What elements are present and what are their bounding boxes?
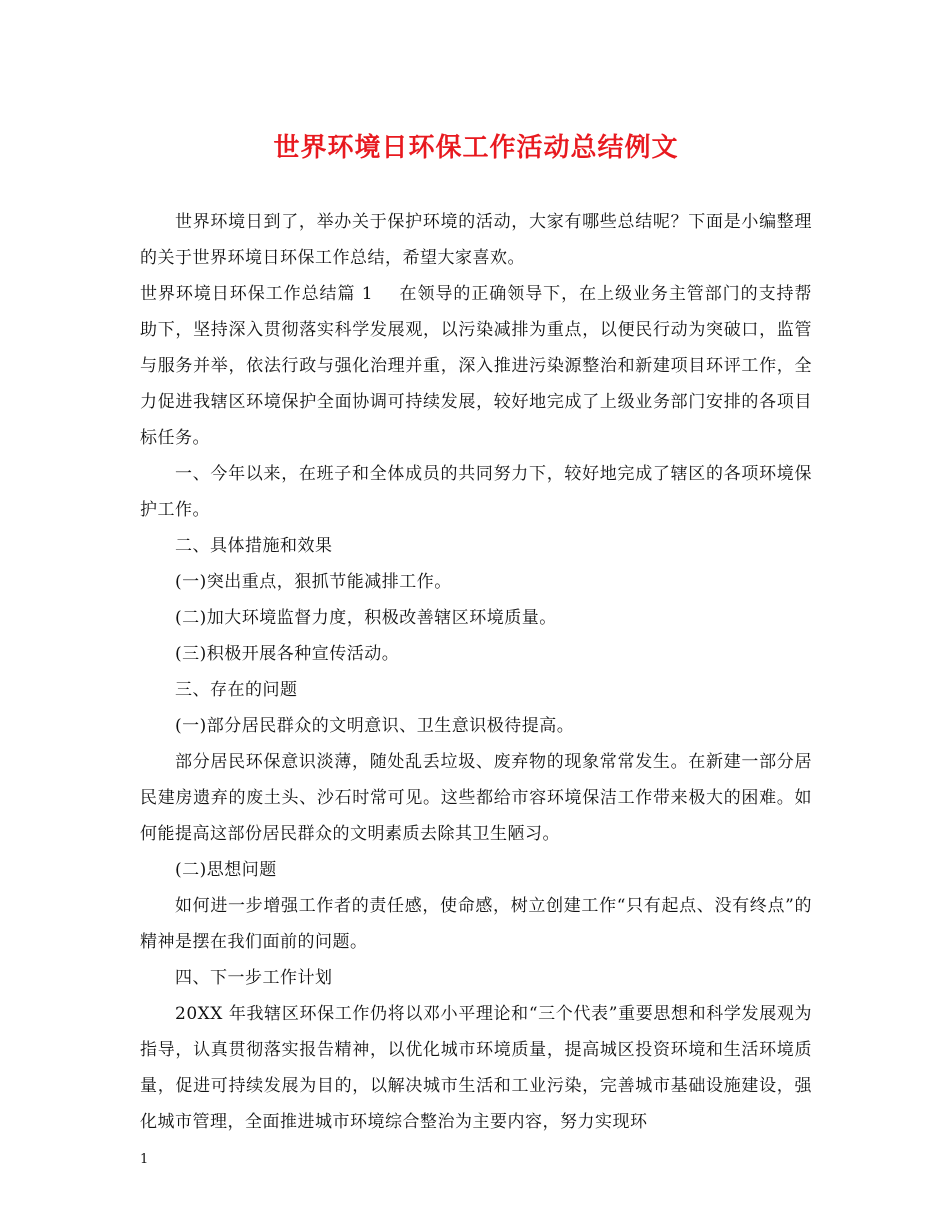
section-text: 在领导的正确领导下，在上级业务主管部门的支持帮助下，坚持深入贯彻落实科学发展观，以污染减排为重点，以便民行动为突破口，监管与服务并举，依法行政与强化治理并重，深入推进污染源整治和新建项目环评工作，全力促进我辖区环境保护全面协调可持续发展，较好地完成了上级业务部门安排的各项目标任务。 xyxy=(140,284,812,448)
document-title: 世界环境日环保工作活动总结例文 xyxy=(273,133,679,163)
measure-3: (三)积极开展各种宣传活动。 xyxy=(175,644,400,664)
document-body xyxy=(140,204,812,1140)
heading-plan: 四、下一步工作计划 xyxy=(175,968,333,988)
heading-measures: 二、具体措施和效果 xyxy=(175,536,333,556)
intro-paragraph: 世界环境日到了，举办关于保护环境的活动，大家有哪些总结呢？下面是小编整理的关于世界环境日环保工作总结，希望大家喜欢。 xyxy=(140,212,812,268)
section-paragraph xyxy=(140,276,812,456)
measure-2: (二)加大环境监督力度，积极改善辖区环境质量。 xyxy=(175,608,557,628)
problem-2-detail: 如何进一步增强工作者的责任感，使命感，树立创建工作“只有起点、没有终点”的精神是摆在我们面前的问题。 xyxy=(140,896,812,952)
plan-detail: 20XX 年我辖区环保工作仍将以邓小平理论和“三个代表”重要思想和科学发展观为指导，认真贯彻落实报告精神，以优化城市环境质量，提高城区投资环境和生活环境质量，促进可持续发展为目的，以解决城市生活和工业污染，完善城市基础设施建设，强化城市管理，全面推进城市环境综合整治为主要内容，努力实现环 xyxy=(140,1004,812,1132)
page-number: 1 xyxy=(140,1152,149,1167)
problem-1-detail: 部分居民环保意识淡薄，随处乱丢垃圾、废弃物的现象常常发生。在新建一部分居民建房遗弃的废土头、沙石时常可见。这些都给市容环境保洁工作带来极大的困难。如何能提高这部份居民群众的文明素质去除其卫生陋习。 xyxy=(140,752,812,844)
measure-1: (一)突出重点，狠抓节能减排工作。 xyxy=(175,572,452,592)
heading-problems: 三、存在的问题 xyxy=(175,680,298,700)
section-label: 世界环境日环保工作总结篇 1 xyxy=(140,284,374,304)
paragraph-1: 一、今年以来，在班子和全体成员的共同努力下，较好地完成了辖区的各项环境保护工作。 xyxy=(140,464,812,520)
problem-2: (二)思想问题 xyxy=(175,860,277,880)
problem-1: (一)部分居民群众的文明意识、卫生意识极待提高。 xyxy=(175,716,575,736)
